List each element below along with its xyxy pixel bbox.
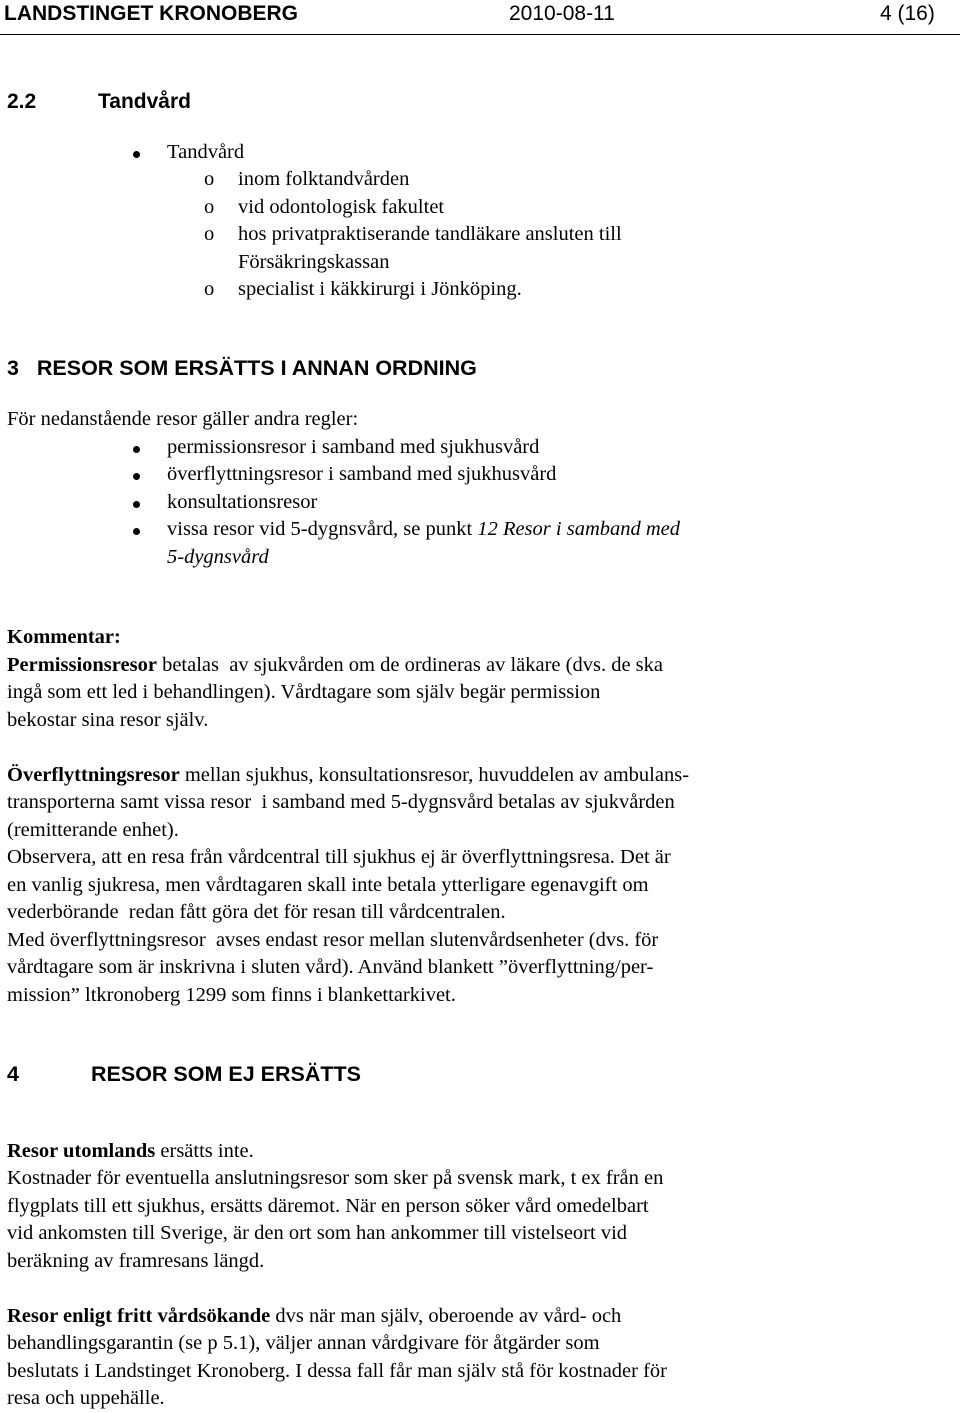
paragraph-line: transporterna samt vissa resor i samband med 5-dygnsvård betalas av sjukvården (7, 791, 675, 813)
paragraph-text: mellan sjukhus, konsultationsresor, huvuddelen av ambulans- (179, 764, 690, 786)
sub-bullet-icon: o (204, 278, 215, 300)
bullet-icon (133, 446, 140, 453)
reference-link-text: 12 Resor i samband med (477, 518, 681, 540)
paragraph-line: mission” ltkronoberg 1299 som finns i blankettarkivet. (7, 984, 456, 1006)
comment-label: Kommentar: (7, 626, 121, 648)
section-3-heading: 3 RESOR SOM ERSÄTTS I ANNAN ORDNING (7, 356, 477, 380)
org-name: LANDSTINGET KRONOBERG (4, 2, 298, 25)
sub-list-item: inom folktandvården (238, 168, 410, 190)
paragraph-line: beräkning av framresans längd. (7, 1250, 265, 1272)
sub-list-item: vid odontologisk fakultet (238, 196, 445, 218)
bullet-icon (133, 528, 140, 535)
sub-bullet-icon: o (204, 168, 215, 190)
bullet-icon (133, 473, 140, 480)
section-2-2-number: 2.2 (7, 90, 37, 113)
paragraph-line (7, 654, 663, 677)
paragraph-line: (remitterande enhet). (7, 819, 179, 841)
paragraph-line: Med överflyttningsresor avses endast resor mellan slutenvårdsenheter (dvs. för (7, 929, 659, 951)
list-item (167, 518, 680, 541)
section-3-intro: För nedanstående resor gäller andra regler: (7, 408, 359, 430)
sub-list-item: hos privatpraktiserande tandläkare ansluten till (238, 223, 622, 245)
page-number: 4 (16) (880, 2, 935, 25)
paragraph-line (7, 1305, 621, 1328)
sub-list-item: specialist i käkkirurgi i Jönköping. (238, 278, 522, 300)
bold-term: Resor enligt fritt vårdsökande (7, 1305, 271, 1327)
bold-term: Permissionsresor (7, 654, 157, 676)
paragraph-line: resa och uppehälle. (7, 1387, 165, 1409)
paragraph-line: Kostnader för eventuella anslutningsresor som sker på svensk mark, t ex från en (7, 1167, 664, 1189)
section-4-title: RESOR SOM EJ ERSÄTTS (91, 1062, 361, 1086)
sub-bullet-icon: o (204, 223, 215, 245)
paragraph-line: beslutats i Landstinget Kronoberg. I dessa fall får man själv stå för kostnader för (7, 1360, 667, 1382)
page-header (0, 0, 960, 30)
list-item: Tandvård (167, 141, 245, 163)
list-item: överflyttningsresor i samband med sjukhusvård (167, 463, 557, 485)
bold-term: Resor utomlands (7, 1140, 156, 1162)
paragraph-line: vårdtagare som är inskrivna i sluten vård). Använd blankett ”överflyttning/per- (7, 956, 654, 978)
list-item-text: vissa resor vid 5-dygnsvård, se punkt (167, 518, 478, 540)
paragraph-line: flygplats till ett sjukhus, ersätts däremot. När en person söker vård omedelbart (7, 1195, 649, 1217)
list-item-continued (167, 546, 269, 569)
paragraph-line: Observera, att en resa från vårdcentral till sjukhus ej är överflyttningsresa. Det är (7, 846, 671, 868)
header-rule (0, 34, 960, 35)
reference-link-text: 5-dygnsvård (167, 546, 269, 568)
section-4-number: 4 (7, 1062, 19, 1086)
paragraph-line: vederbörande redan fått göra det för resan till vårdcentralen. (7, 901, 506, 923)
paragraph-line: en vanlig sjukresa, men vårdtagaren skall inte betala ytterligare egenavgift om (7, 874, 649, 896)
paragraph-text: ersätts inte. (155, 1140, 254, 1162)
paragraph-line (7, 764, 689, 787)
paragraph-text: betalas av sjukvården om de ordineras av läkare (dvs. de ska (156, 654, 663, 676)
paragraph-line: vid ankomsten till Sverige, är den ort som han ankommer till vistelseort vid (7, 1222, 628, 1244)
list-item: permissionsresor i samband med sjukhusvård (167, 436, 540, 458)
sub-list-item-continued: Försäkringskassan (238, 251, 390, 273)
paragraph-line: bekostar sina resor själv. (7, 709, 209, 731)
paragraph-line: behandlingsgarantin (se p 5.1), väljer annan vårdgivare för åtgärder som (7, 1332, 600, 1354)
paragraph-text: dvs när man själv, oberoende av vård- och (270, 1305, 622, 1327)
bullet-icon (133, 151, 140, 158)
paragraph-line (7, 1140, 254, 1163)
section-2-2-title: Tandvård (98, 90, 191, 113)
header-date: 2010-08-11 (509, 2, 615, 25)
bullet-icon (133, 501, 140, 508)
bold-term: Överflyttningsresor (7, 764, 180, 786)
list-item: konsultationsresor (167, 491, 318, 513)
paragraph-line: ingå som ett led i behandlingen). Vårdtagare som själv begär permission (7, 681, 601, 703)
sub-bullet-icon: o (204, 196, 215, 218)
